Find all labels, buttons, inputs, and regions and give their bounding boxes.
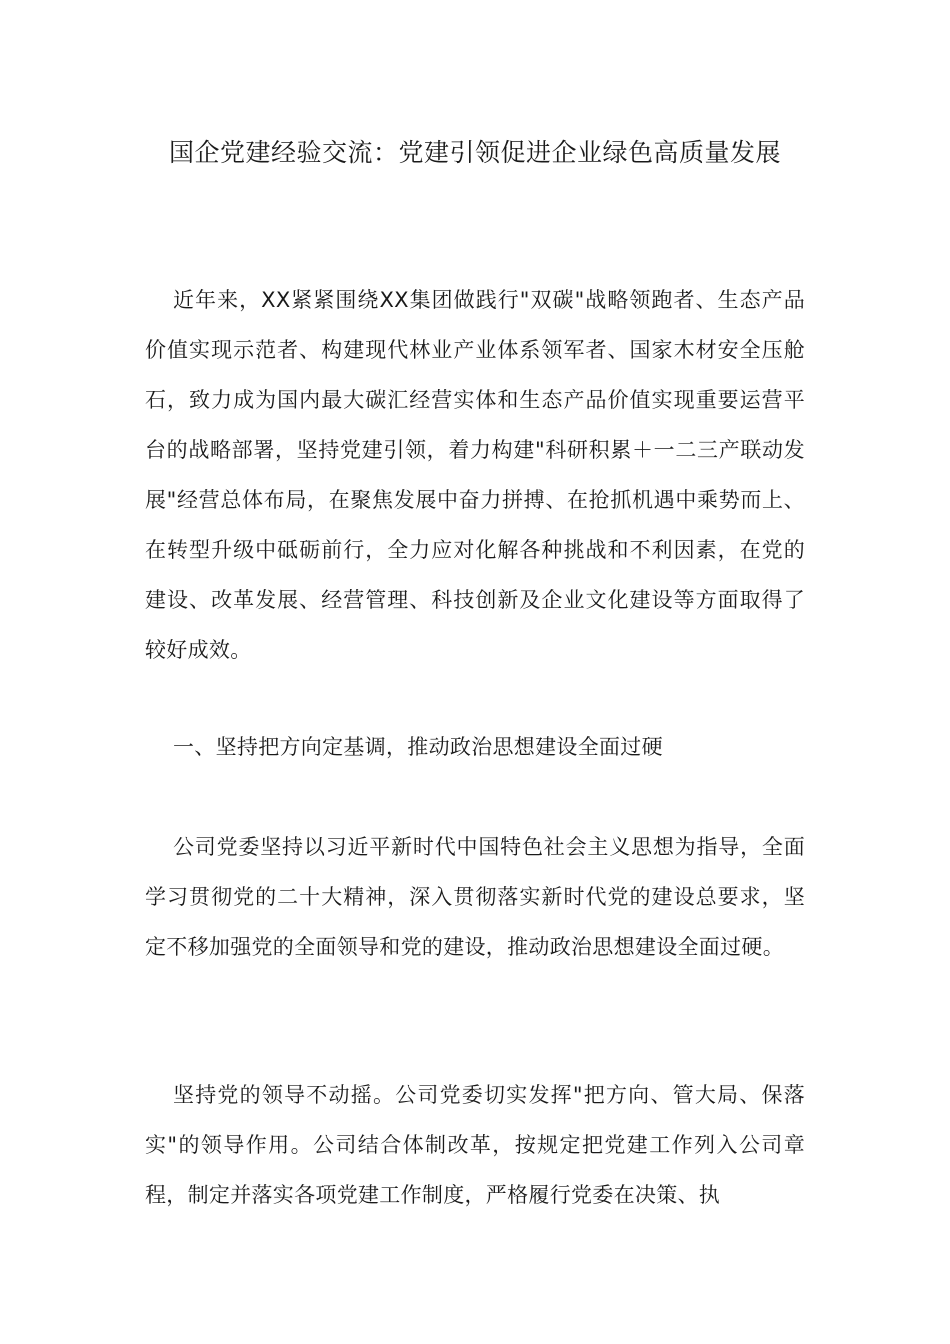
section-heading: 一、坚持把方向定基调，推动政治思想建设全面过硬 <box>173 735 663 759</box>
body-paragraph: 公司党委坚持以习近平新时代中国特色社会主义思想为指导，全面学习贯彻党的二十大精神，深入贯彻落实新时代党的建设总要求，坚定不移加强党的全面领导和党的建设，推动政治思想建设全面过硬。 <box>145 835 805 959</box>
document-title: 国企党建经验交流：党建引领促进企业绿色高质量发展 <box>168 138 781 167</box>
body-paragraph: 坚持党的领导不动摇。公司党委切实发挥"把方向、管大局、保落实"的领导作用。公司结合体制改革，按规定把党建工作列入公司章程，制定并落实各项党建工作制度，严格履行党委在决策、执 <box>145 1083 805 1207</box>
intro-paragraph: 近年来，XX紧紧围绕XX集团做践行"双碳"战略领跑者、生态产品价值实现示范者、构建现代林业产业体系领军者、国家木材安全压舱石，致力成为国内最大碳汇经营实体和生态产品价值实现重要运营平台的战略部署，坚持党建引领，着力构建"科研积累＋一二三产联动发展"经营总体布局，在聚焦发展中奋力拼搏、在抢抓机遇中乘势而上、在转型升级中砥砺前行，全力应对化解各种挑战和不利因素，在党的建设、改革发展、经营管理、科技创新及企业文化建设等方面取得了较好成效。 <box>145 288 805 662</box>
